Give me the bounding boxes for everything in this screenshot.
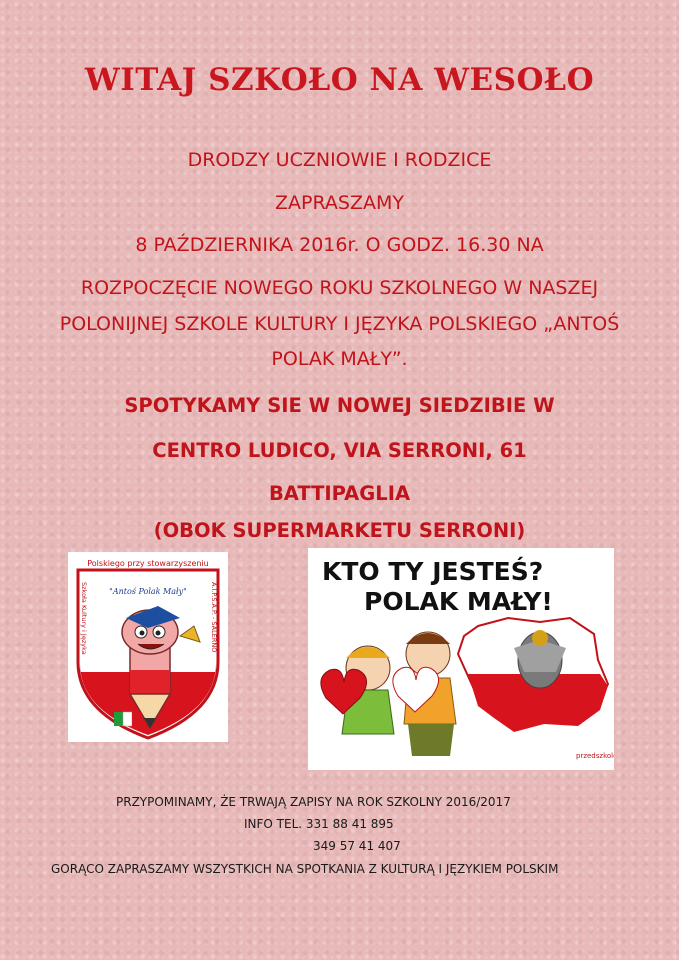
reminder-text: PRZYPOMINAMY, ŻE TRWAJĄ ZAPISY NA ROK SZKOLNY 2016/2017 (116, 795, 511, 809)
info-phone-1: INFO TEL. 331 88 41 895 (244, 817, 394, 831)
body-line: 8 PAŹDZIERNIKA 2016r. O GODZ. 16.30 NA (135, 234, 544, 256)
body-line: POLONIJNEJ SZKOLE KULTURY I JĘZYKA POLSKIEGO „ANTOŚ (59, 313, 620, 335)
poster-image (308, 548, 614, 770)
meeting-line: SPOTYKAMY SIE W NOWEJ SIEDZIBIE W (124, 394, 555, 417)
invite-text: GORĄCO ZAPRASZAMY WSZYSTKICH NA SPOTKANIA Z KULTURĄ I JĘZYKIEM POLSKIM (51, 862, 559, 876)
children-illustration-icon (321, 632, 456, 756)
landmark-line: (OBOK SUPERMARKETU SERRONI) (153, 519, 526, 542)
poster-line2: POLAK MAŁY! (364, 587, 553, 616)
poster-line1: KTO TY JESTEŚ? (322, 557, 544, 586)
address-line: CENTRO LUDICO, VIA SERRONI, 61 (152, 439, 527, 462)
school-logo (68, 552, 228, 742)
body-line: POLAK MAŁY”. (271, 348, 408, 370)
logo-name: "Antoś Polak Mały" (109, 587, 187, 596)
body-line: ROZPOCZĘCIE NOWEGO ROKU SZKOLNEGO W NASZEJ (80, 277, 599, 299)
body-line: ZAPRASZAMY (275, 192, 404, 214)
logo-right-text: A.I.P.S.A.P. - SALERNO (210, 582, 218, 653)
body-line: DRODZY UCZNIOWIE I RODZICE (187, 149, 492, 171)
logo-left-text: Szkoła Kultury i Języka (80, 582, 88, 655)
poster-credit: przedszkole (576, 752, 614, 760)
city-line: BATTIPAGLIA (268, 482, 411, 505)
info-phone-2: 349 57 41 407 (313, 839, 401, 853)
page-title: WITAJ SZKOŁO NA WESOŁO (84, 62, 595, 98)
logo-arc-text: Polskiego przy stowarzyszeniu (87, 559, 209, 568)
